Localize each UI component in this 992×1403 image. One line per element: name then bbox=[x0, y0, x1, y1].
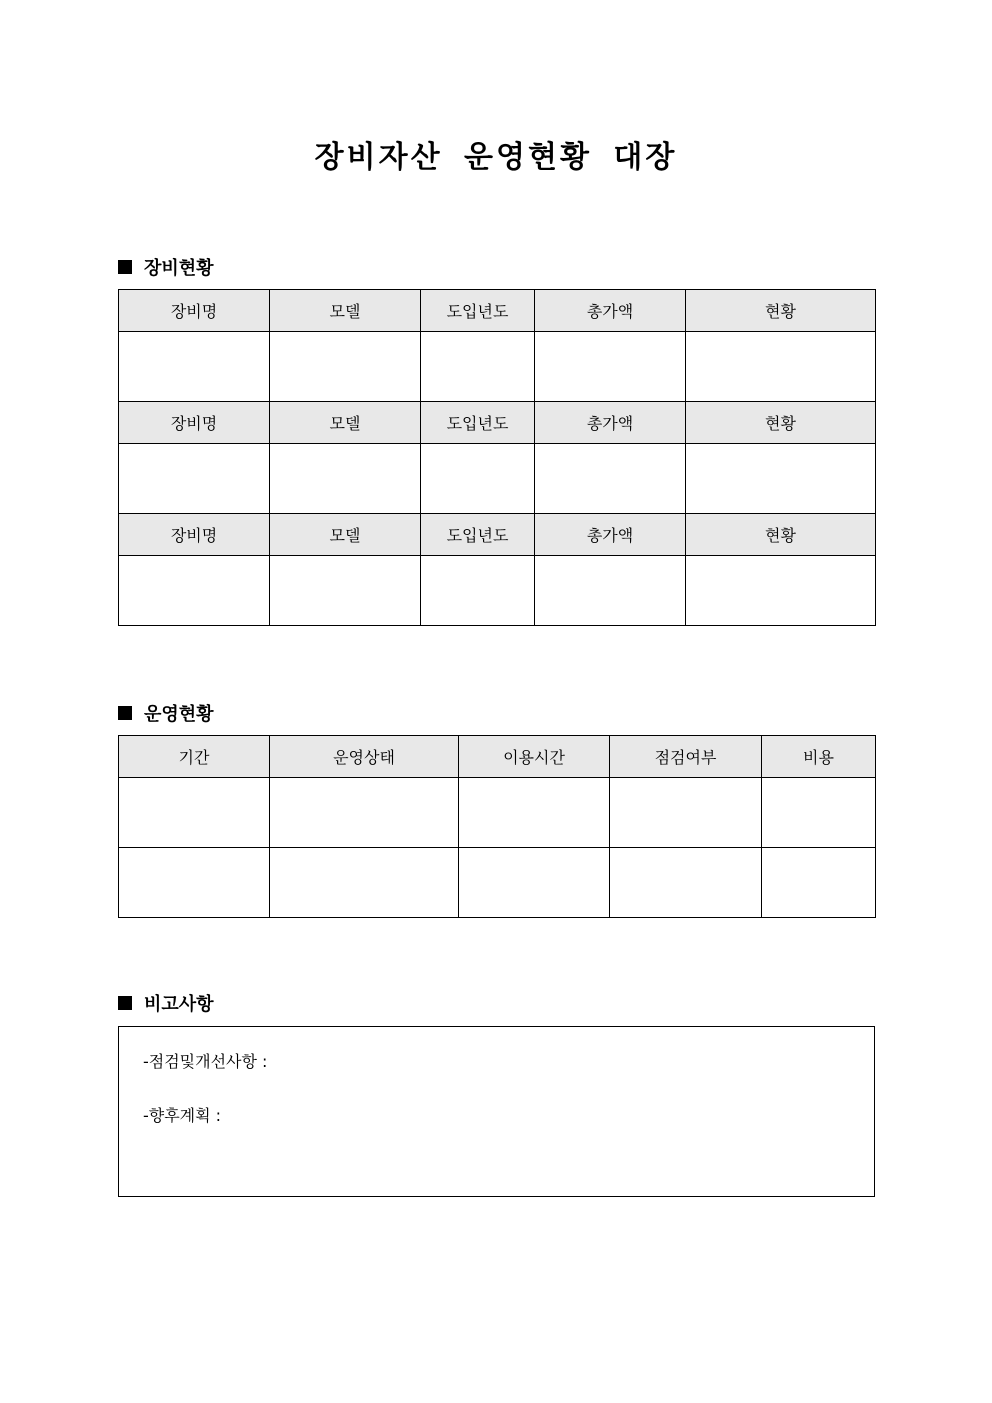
operation-table bbox=[118, 735, 876, 918]
operation-state-cell[interactable] bbox=[270, 778, 459, 848]
header-inspection: 점검여부 bbox=[610, 736, 762, 778]
operation-section-title: 운영현황 bbox=[144, 704, 214, 725]
header-total-value: 총가액 bbox=[535, 514, 686, 556]
total-value-cell[interactable] bbox=[535, 556, 686, 626]
equipment-name-cell[interactable] bbox=[119, 444, 270, 514]
operation-state-cell[interactable] bbox=[270, 848, 459, 918]
status-cell[interactable] bbox=[686, 556, 876, 626]
header-usage-time: 이용시간 bbox=[459, 736, 610, 778]
remarks-section-title: 비고사항 bbox=[144, 994, 214, 1015]
header-intro-year: 도입년도 bbox=[421, 514, 535, 556]
header-model: 모델 bbox=[270, 402, 421, 444]
total-value-cell[interactable] bbox=[535, 444, 686, 514]
header-cost: 비용 bbox=[762, 736, 876, 778]
status-cell[interactable] bbox=[686, 332, 876, 402]
inspection-cell[interactable] bbox=[610, 778, 762, 848]
equipment-header-row bbox=[119, 402, 876, 444]
period-cell[interactable] bbox=[119, 778, 270, 848]
header-operation-state: 운영상태 bbox=[270, 736, 459, 778]
equipment-name-cell[interactable] bbox=[119, 556, 270, 626]
header-status: 현황 bbox=[686, 290, 876, 332]
operation-section-heading bbox=[118, 700, 214, 726]
header-equipment-name: 장비명 bbox=[119, 290, 270, 332]
header-total-value: 총가액 bbox=[535, 402, 686, 444]
remarks-box[interactable] bbox=[118, 1026, 875, 1197]
equipment-header-row bbox=[119, 290, 876, 332]
header-model: 모델 bbox=[270, 290, 421, 332]
page-title: 장비자산 운영현황 대장 bbox=[314, 140, 678, 175]
equipment-section-heading bbox=[118, 254, 214, 280]
equipment-data-row bbox=[119, 556, 876, 626]
intro-year-cell[interactable] bbox=[421, 332, 535, 402]
total-value-cell[interactable] bbox=[535, 332, 686, 402]
header-total-value: 총가액 bbox=[535, 290, 686, 332]
future-plan-line: -향후계획 : bbox=[143, 1106, 222, 1125]
cost-cell[interactable] bbox=[762, 848, 876, 918]
period-cell[interactable] bbox=[119, 848, 270, 918]
cost-cell[interactable] bbox=[762, 778, 876, 848]
operation-data-row bbox=[119, 848, 876, 918]
square-bullet-icon bbox=[118, 706, 132, 720]
equipment-data-row bbox=[119, 332, 876, 402]
header-period: 기간 bbox=[119, 736, 270, 778]
header-equipment-name: 장비명 bbox=[119, 514, 270, 556]
square-bullet-icon bbox=[118, 260, 132, 274]
model-cell[interactable] bbox=[270, 556, 421, 626]
model-cell[interactable] bbox=[270, 444, 421, 514]
header-intro-year: 도입년도 bbox=[421, 290, 535, 332]
header-intro-year: 도입년도 bbox=[421, 402, 535, 444]
inspection-improvement-line: -점검및개선사항 : bbox=[143, 1052, 268, 1071]
equipment-section-title: 장비현황 bbox=[144, 258, 214, 279]
operation-data-row bbox=[119, 778, 876, 848]
usage-time-cell[interactable] bbox=[459, 848, 610, 918]
equipment-data-row bbox=[119, 444, 876, 514]
header-model: 모델 bbox=[270, 514, 421, 556]
equipment-name-cell[interactable] bbox=[119, 332, 270, 402]
intro-year-cell[interactable] bbox=[421, 556, 535, 626]
remarks-section-heading bbox=[118, 990, 214, 1016]
header-status: 현황 bbox=[686, 402, 876, 444]
inspection-cell[interactable] bbox=[610, 848, 762, 918]
equipment-header-row bbox=[119, 514, 876, 556]
operation-header-row bbox=[119, 736, 876, 778]
header-status: 현황 bbox=[686, 514, 876, 556]
header-equipment-name: 장비명 bbox=[119, 402, 270, 444]
status-cell[interactable] bbox=[686, 444, 876, 514]
intro-year-cell[interactable] bbox=[421, 444, 535, 514]
equipment-table bbox=[118, 289, 876, 626]
model-cell[interactable] bbox=[270, 332, 421, 402]
square-bullet-icon bbox=[118, 996, 132, 1010]
usage-time-cell[interactable] bbox=[459, 778, 610, 848]
